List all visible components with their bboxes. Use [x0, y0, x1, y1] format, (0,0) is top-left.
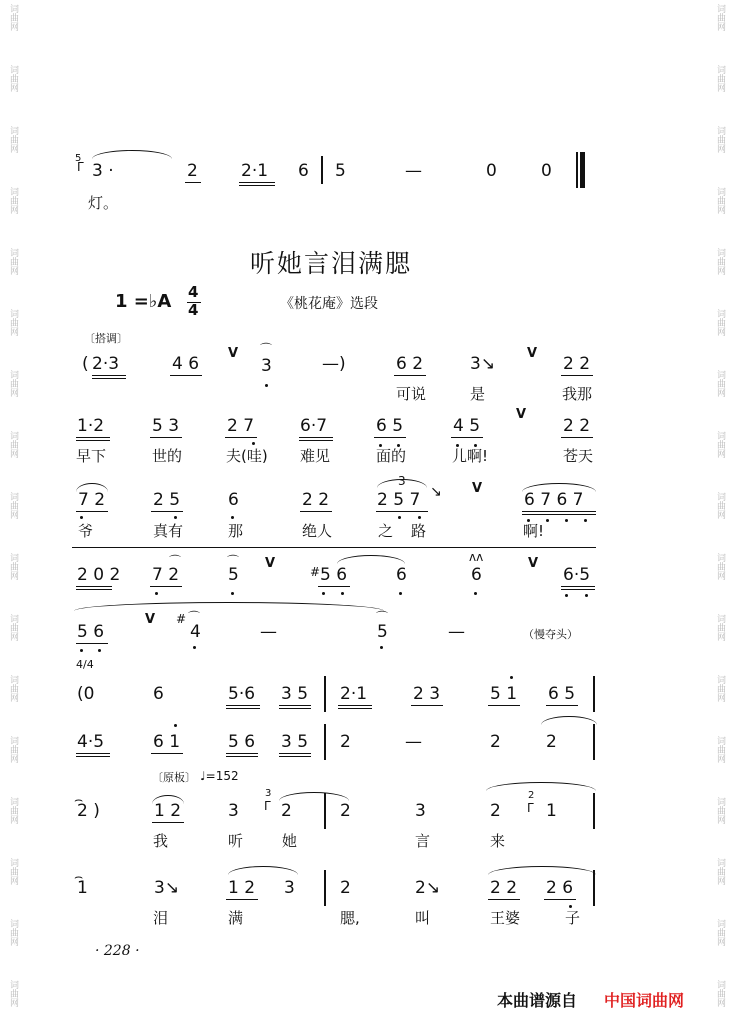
watermark-text: 词曲网 — [715, 614, 725, 641]
watermark-text: 词曲网 — [8, 65, 18, 92]
page-number: · 228 · — [95, 943, 140, 959]
lyric-r9-4: 叫 — [415, 909, 431, 927]
watermark-text: 词曲网 — [715, 431, 725, 458]
watermark-text: 词曲网 — [715, 248, 725, 275]
song-title: 听她言泪满腮 — [250, 249, 413, 278]
lyric-r9-2: 满 — [228, 909, 244, 927]
time-numerator: 4 — [188, 283, 199, 301]
watermark-text: 词曲网 — [8, 675, 18, 702]
tag-yuanban: 〔原板〕 — [152, 771, 196, 784]
lyric-r3-1: 爷 — [78, 522, 94, 540]
tag-manduotou: （慢夺头） — [523, 628, 578, 641]
watermark-text: 词曲网 — [715, 675, 725, 702]
watermark-text: 词曲网 — [8, 553, 18, 580]
watermark-text: 词曲网 — [8, 370, 18, 397]
lyric-r2-7: 苍天 — [563, 447, 594, 465]
watermark-right — [711, 0, 725, 1036]
watermark-text: 词曲网 — [8, 248, 18, 275]
watermark-text: 词曲网 — [8, 980, 18, 1007]
watermark-text: 词曲网 — [715, 858, 725, 885]
lyric-r8-1: 我 — [153, 832, 169, 850]
lyric-r2-5: 面的 — [376, 447, 407, 465]
watermark-text: 词曲网 — [715, 736, 725, 763]
lyric-r3-5: 之 — [378, 522, 394, 540]
watermark-text: 词曲网 — [8, 797, 18, 824]
time-denominator: 4 — [188, 301, 199, 319]
lyric-r2-3: 夫(哇) — [226, 447, 268, 465]
watermark-text: 词曲网 — [715, 980, 725, 1007]
watermark-text: 词曲网 — [715, 919, 725, 946]
meter-marking: 4/4 — [76, 658, 94, 671]
lyric-r9-3: 腮, — [340, 909, 360, 927]
lyric-r8-5: 来 — [490, 832, 506, 850]
lyric-r1-3: 我那 — [562, 385, 593, 403]
lyric-r8-3: 她 — [282, 832, 298, 850]
lyric-r1-2: 是 — [470, 385, 486, 403]
lyric-r3-6: 路 — [411, 522, 427, 540]
watermark-text: 词曲网 — [8, 309, 18, 336]
watermark-text: 词曲网 — [715, 797, 725, 824]
watermark-text: 词曲网 — [715, 309, 725, 336]
lyric-r3-7: 啊! — [523, 522, 545, 540]
footer-site-link[interactable]: 中国词曲网 — [604, 991, 685, 1010]
watermark-text: 词曲网 — [8, 431, 18, 458]
lyric-r2-4: 难见 — [300, 447, 331, 465]
tag-daban: 〔搭调〕 — [84, 332, 128, 345]
source-note: 《桃花庵》选段 — [280, 296, 378, 312]
watermark-text: 词曲网 — [8, 492, 18, 519]
watermark-text: 词曲网 — [715, 553, 725, 580]
lyric-top: 灯。 — [88, 194, 119, 212]
lyric-r3-4: 绝人 — [302, 522, 333, 540]
key-signature: 1 =♭A — [115, 291, 172, 312]
watermark-text: 词曲网 — [8, 4, 18, 31]
watermark-text: 词曲网 — [715, 126, 725, 153]
watermark-text: 词曲网 — [8, 736, 18, 763]
lyric-r9-5: 王婆 — [490, 909, 521, 927]
watermark-text: 词曲网 — [8, 187, 18, 214]
watermark-text: 词曲网 — [715, 187, 725, 214]
footer-source-text: 本曲谱源自 — [497, 991, 578, 1010]
lyric-r2-1: 早下 — [76, 447, 107, 465]
tempo-marking: ♩=152 — [200, 769, 239, 783]
watermark-left — [4, 0, 18, 1036]
watermark-text: 词曲网 — [715, 370, 725, 397]
lyric-r8-4: 言 — [415, 832, 431, 850]
lyric-r2-2: 世的 — [152, 447, 183, 465]
watermark-text: 词曲网 — [8, 614, 18, 641]
watermark-text: 词曲网 — [8, 126, 18, 153]
lyric-r1-1: 可说 — [396, 385, 427, 403]
lyric-r8-2: 听 — [228, 832, 244, 850]
watermark-text: 词曲网 — [715, 492, 725, 519]
lyric-r3-3: 那 — [228, 522, 244, 540]
watermark-text: 词曲网 — [715, 4, 725, 31]
watermark-text: 词曲网 — [8, 858, 18, 885]
lyric-r2-6: 儿啊! — [452, 447, 489, 465]
lyric-r9-1: 泪 — [153, 909, 169, 927]
lyric-r3-2: 真有 — [153, 522, 184, 540]
watermark-text: 词曲网 — [8, 919, 18, 946]
watermark-text: 词曲网 — [715, 65, 725, 92]
lyric-r9-6: 子 — [565, 909, 581, 927]
